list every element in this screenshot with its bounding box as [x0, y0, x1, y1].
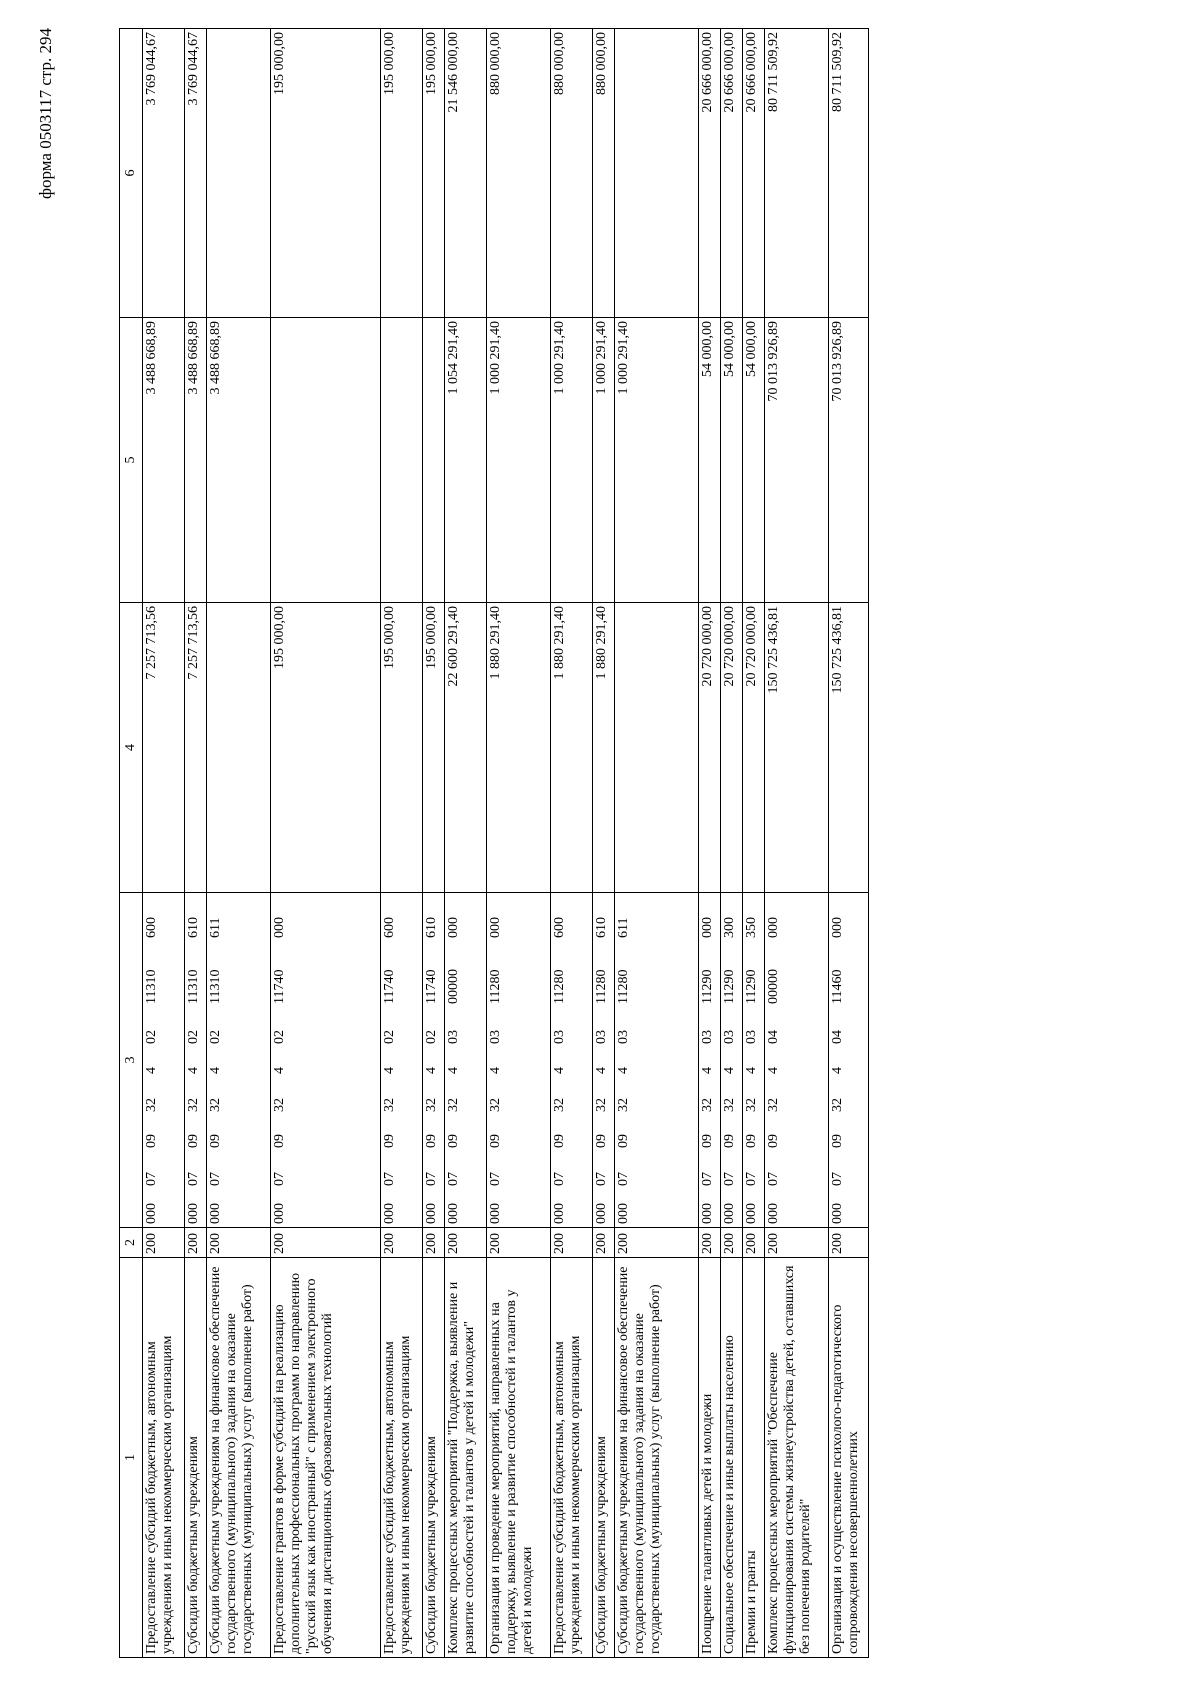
row-name-cell: Поощрение талантливых детей и молодежи [699, 1258, 721, 1658]
code-part: 09 [552, 1134, 567, 1148]
row-name-cell: Премии и гранты [743, 1258, 765, 1658]
code-part: 07 [552, 1172, 567, 1186]
code-part: 611 [616, 917, 631, 938]
budget-classification-code-cell [551, 893, 593, 1228]
line-code-cell: 200 [487, 1228, 551, 1258]
row-name-cell: Социальное обеспечение и иные выплаты населению [721, 1258, 743, 1658]
code-part: 09 [594, 1134, 609, 1148]
table-row [487, 29, 551, 1658]
code-part: 03 [552, 1030, 567, 1044]
table-row [699, 29, 721, 1658]
code-part: 11290 [744, 969, 759, 1004]
code-part: 610 [186, 917, 201, 938]
unexecuted-amount-cell: 880 000,00 [551, 29, 593, 318]
line-code-cell: 200 [271, 1228, 381, 1258]
code-part: 4 [722, 1067, 737, 1074]
code-part: 00000 [446, 969, 461, 1004]
code-part: 4 [272, 1067, 287, 1074]
unexecuted-amount-cell: 3 769 044,67 [143, 29, 185, 318]
code-part: 32 [766, 1098, 781, 1112]
code-part: 09 [186, 1134, 201, 1148]
executed-amount-cell [381, 318, 423, 603]
code-part: 32 [616, 1098, 631, 1112]
code-part: 000 [272, 917, 287, 938]
code-part: 4 [488, 1067, 503, 1074]
code-part: 32 [382, 1098, 397, 1112]
table-row [207, 29, 271, 1658]
table-row [551, 29, 593, 1658]
code-part: 02 [186, 1030, 201, 1044]
executed-amount-cell: 1 000 291,40 [551, 318, 593, 603]
code-part: 07 [446, 1172, 461, 1186]
code-parts [722, 896, 738, 1224]
code-part: 00000 [766, 969, 781, 1004]
code-part: 32 [830, 1098, 845, 1112]
code-part: 000 [830, 1203, 845, 1224]
code-part: 07 [722, 1172, 737, 1186]
table-row [423, 29, 445, 1658]
form-reference: форма 0503117 стр. 294 [36, 28, 55, 199]
code-part: 600 [382, 917, 397, 938]
line-code-cell: 200 [829, 1228, 869, 1258]
header-cell: 2 [120, 1228, 143, 1258]
row-name-cell: Комплекс процессных мероприятий "Поддержка, выявление и развитие способностей и талантов у детей и молодежи" [445, 1258, 487, 1658]
budget-classification-code-cell [765, 893, 829, 1228]
line-code-cell: 200 [423, 1228, 445, 1258]
code-part: 611 [208, 917, 223, 938]
code-part: 11310 [208, 969, 223, 1004]
header-cell: 5 [120, 318, 143, 603]
code-part: 09 [700, 1134, 715, 1148]
code-part: 4 [616, 1067, 631, 1074]
line-code-cell: 200 [699, 1228, 721, 1258]
table-row [143, 29, 185, 1658]
row-name-cell: Предоставление грантов в форме субсидий на реализацию дополнительных профессиональных программ по направлению "русский язык как иностранный" с применением электронного обучения и дистанционных образовательных технологий [271, 1258, 381, 1658]
budget-classification-code-cell [207, 893, 271, 1228]
line-code-cell: 200 [593, 1228, 615, 1258]
code-part: 11740 [272, 969, 287, 1004]
unexecuted-amount-cell: 880 000,00 [487, 29, 551, 318]
approved-amount-cell: 7 257 713,56 [143, 603, 185, 893]
approved-amount-cell: 22 600 291,40 [445, 603, 487, 893]
line-code-cell: 200 [721, 1228, 743, 1258]
row-name-cell: Субсидии бюджетным учреждениям на финансовое обеспечение государственного (муниципального) задания на оказание государственных (муниципальных) услуг (выполнение работ) [615, 1258, 699, 1658]
executed-amount-cell: 54 000,00 [721, 318, 743, 603]
approved-amount-cell [615, 603, 699, 893]
table-row [593, 29, 615, 1658]
line-code-cell: 200 [185, 1228, 207, 1258]
code-part: 000 [830, 917, 845, 938]
code-part: 600 [144, 917, 159, 938]
code-part: 11740 [424, 969, 439, 1004]
line-code-cell: 200 [445, 1228, 487, 1258]
executed-amount-cell: 70 013 926,89 [829, 318, 869, 603]
code-part: 4 [446, 1067, 461, 1074]
table-row [829, 29, 869, 1658]
code-part: 03 [616, 1030, 631, 1044]
table-row [445, 29, 487, 1658]
code-part: 000 [552, 1203, 567, 1224]
code-part: 03 [594, 1030, 609, 1044]
table-row [615, 29, 699, 1658]
unexecuted-amount-cell: 195 000,00 [423, 29, 445, 318]
code-part: 03 [446, 1030, 461, 1044]
budget-classification-code-cell [699, 893, 721, 1228]
code-part: 09 [424, 1134, 439, 1148]
code-part: 02 [272, 1030, 287, 1044]
code-parts [186, 896, 202, 1224]
table-row [765, 29, 829, 1658]
unexecuted-amount-cell: 20 666 000,00 [721, 29, 743, 318]
code-part: 07 [382, 1172, 397, 1186]
code-part: 4 [208, 1067, 223, 1074]
code-part: 350 [744, 917, 759, 938]
code-part: 4 [744, 1067, 759, 1074]
header-cell: 1 [120, 1258, 143, 1658]
code-part: 07 [272, 1172, 287, 1186]
code-part: 4 [382, 1067, 397, 1074]
code-part: 32 [446, 1098, 461, 1112]
code-part: 600 [552, 917, 567, 938]
executed-amount-cell [271, 318, 381, 603]
line-code-cell: 200 [615, 1228, 699, 1258]
executed-amount-cell: 3 488 668,89 [143, 318, 185, 603]
code-part: 000 [446, 1203, 461, 1224]
code-part: 4 [424, 1067, 439, 1074]
code-part: 07 [208, 1172, 223, 1186]
code-part: 610 [424, 917, 439, 938]
code-part: 32 [186, 1098, 201, 1112]
code-part: 07 [488, 1172, 503, 1186]
code-part: 4 [700, 1067, 715, 1074]
code-part: 02 [208, 1030, 223, 1044]
budget-classification-code-cell [143, 893, 185, 1228]
code-part: 07 [830, 1172, 845, 1186]
code-part: 000 [594, 1203, 609, 1224]
executed-amount-cell: 3 488 668,89 [207, 318, 271, 603]
code-part: 11290 [700, 969, 715, 1004]
budget-classification-code-cell [829, 893, 869, 1228]
code-part: 000 [272, 1203, 287, 1224]
code-parts [144, 896, 160, 1224]
unexecuted-amount-cell [615, 29, 699, 318]
unexecuted-amount-cell: 195 000,00 [381, 29, 423, 318]
budget-expenditure-table [119, 28, 869, 1658]
approved-amount-cell: 20 720 000,00 [743, 603, 765, 893]
code-part: 07 [144, 1172, 159, 1186]
budget-classification-code-cell [185, 893, 207, 1228]
code-part: 02 [144, 1030, 159, 1044]
unexecuted-amount-cell: 880 000,00 [593, 29, 615, 318]
line-code-cell: 200 [381, 1228, 423, 1258]
code-part: 32 [552, 1098, 567, 1112]
row-name-cell: Предоставление субсидий бюджетным, автономным учреждениям и иным некоммерческим организациям [381, 1258, 423, 1658]
code-part: 09 [722, 1134, 737, 1148]
code-part: 02 [424, 1030, 439, 1044]
code-part: 11310 [186, 969, 201, 1004]
code-part: 07 [616, 1172, 631, 1186]
code-parts [830, 896, 846, 1224]
row-name-cell: Организация и проведение мероприятий, направленных на поддержку, выявление и развитие способностей и талантов у детей и молодежи [487, 1258, 551, 1658]
budget-classification-code-cell [487, 893, 551, 1228]
code-part: 000 [766, 917, 781, 938]
executed-amount-cell: 3 488 668,89 [185, 318, 207, 603]
row-name-cell: Субсидии бюджетным учреждениям [185, 1258, 207, 1658]
unexecuted-amount-cell: 21 546 000,00 [445, 29, 487, 318]
code-parts [766, 896, 782, 1224]
code-part: 000 [766, 1203, 781, 1224]
executed-amount-cell: 1 054 291,40 [445, 318, 487, 603]
code-part: 32 [722, 1098, 737, 1112]
code-parts [446, 896, 462, 1224]
budget-classification-code-cell [271, 893, 381, 1228]
budget-classification-code-cell [445, 893, 487, 1228]
code-part: 07 [424, 1172, 439, 1186]
code-part: 000 [744, 1203, 759, 1224]
code-part: 000 [488, 917, 503, 938]
code-part: 04 [830, 1030, 845, 1044]
executed-amount-cell [423, 318, 445, 603]
approved-amount-cell: 195 000,00 [271, 603, 381, 893]
code-part: 03 [722, 1030, 737, 1044]
row-name-cell: Предоставление субсидий бюджетным, автономным учреждениям и иным некоммерческим организациям [143, 1258, 185, 1658]
code-part: 32 [744, 1098, 759, 1112]
code-part: 32 [272, 1098, 287, 1112]
code-part: 610 [594, 917, 609, 938]
code-parts [616, 896, 632, 1224]
code-part: 000 [382, 1203, 397, 1224]
line-code-cell: 200 [143, 1228, 185, 1258]
code-part: 000 [186, 1203, 201, 1224]
approved-amount-cell: 150 725 436,81 [829, 603, 869, 893]
approved-amount-cell: 1 880 291,40 [593, 603, 615, 893]
code-part: 000 [700, 917, 715, 938]
executed-amount-cell: 54 000,00 [699, 318, 721, 603]
code-part: 09 [766, 1134, 781, 1148]
code-parts [424, 896, 440, 1224]
row-name-cell: Предоставление субсидий бюджетным, автономным учреждениям и иным некоммерческим организациям [551, 1258, 593, 1658]
code-part: 4 [766, 1067, 781, 1074]
table-row [721, 29, 743, 1658]
code-part: 09 [272, 1134, 287, 1148]
unexecuted-amount-cell: 3 769 044,67 [185, 29, 207, 318]
code-part: 07 [594, 1172, 609, 1186]
executed-amount-cell: 1 000 291,40 [593, 318, 615, 603]
code-part: 02 [382, 1030, 397, 1044]
approved-amount-cell: 150 725 436,81 [765, 603, 829, 893]
table-row [185, 29, 207, 1658]
approved-amount-cell [207, 603, 271, 893]
budget-classification-code-cell [381, 893, 423, 1228]
code-parts [488, 896, 504, 1224]
code-part: 000 [208, 1203, 223, 1224]
line-code-cell: 200 [743, 1228, 765, 1258]
unexecuted-amount-cell: 195 000,00 [271, 29, 381, 318]
code-part: 32 [594, 1098, 609, 1112]
row-name-cell: Субсидии бюджетным учреждениям на финансовое обеспечение государственного (муниципального) задания на оказание государственных (муниципальных) услуг (выполнение работ) [207, 1258, 271, 1658]
code-part: 32 [700, 1098, 715, 1112]
code-part: 4 [594, 1067, 609, 1074]
table-row [271, 29, 381, 1658]
unexecuted-amount-cell: 80 711 509,92 [765, 29, 829, 318]
code-part: 11460 [830, 969, 845, 1004]
code-part: 09 [382, 1134, 397, 1148]
header-cell: 3 [120, 893, 143, 1228]
budget-classification-code-cell [615, 893, 699, 1228]
code-part: 32 [144, 1098, 159, 1112]
code-part: 09 [144, 1134, 159, 1148]
row-name-cell: Субсидии бюджетным учреждениям [423, 1258, 445, 1658]
table-row [381, 29, 423, 1658]
code-part: 09 [744, 1134, 759, 1148]
executed-amount-cell: 1 000 291,40 [615, 318, 699, 603]
header-cell: 6 [120, 29, 143, 318]
row-name-cell: Организация и осуществление психолого-педагогического сопровождения несовершеннолетних [829, 1258, 869, 1658]
budget-classification-code-cell [721, 893, 743, 1228]
code-part: 09 [616, 1134, 631, 1148]
line-code-cell: 200 [207, 1228, 271, 1258]
row-name-cell: Субсидии бюджетным учреждениям [593, 1258, 615, 1658]
code-part: 03 [700, 1030, 715, 1044]
code-part: 000 [616, 1203, 631, 1224]
code-part: 11740 [382, 969, 397, 1004]
approved-amount-cell: 195 000,00 [381, 603, 423, 893]
line-code-cell: 200 [551, 1228, 593, 1258]
code-part: 32 [488, 1098, 503, 1112]
budget-classification-code-cell [743, 893, 765, 1228]
code-part: 09 [208, 1134, 223, 1148]
code-part: 04 [766, 1030, 781, 1044]
row-name-cell: Комплекс процессных мероприятий "Обеспечение функционирования системы жизнеустройства детей, оставшихся без попечения родителей" [765, 1258, 829, 1658]
approved-amount-cell: 1 880 291,40 [487, 603, 551, 893]
code-part: 4 [186, 1067, 201, 1074]
code-parts [552, 896, 568, 1224]
code-part: 09 [830, 1134, 845, 1148]
approved-amount-cell: 20 720 000,00 [699, 603, 721, 893]
code-part: 11280 [552, 969, 567, 1004]
code-part: 4 [830, 1067, 845, 1074]
header-cell: 4 [120, 603, 143, 893]
approved-amount-cell: 1 880 291,40 [551, 603, 593, 893]
code-part: 11310 [144, 969, 159, 1004]
code-part: 11280 [594, 969, 609, 1004]
code-part: 11280 [616, 969, 631, 1004]
table-row [743, 29, 765, 1658]
executed-amount-cell: 1 000 291,40 [487, 318, 551, 603]
code-part: 09 [488, 1134, 503, 1148]
approved-amount-cell: 195 000,00 [423, 603, 445, 893]
code-part: 09 [446, 1134, 461, 1148]
code-part: 11290 [722, 969, 737, 1004]
code-part: 000 [700, 1203, 715, 1224]
code-part: 03 [488, 1030, 503, 1044]
budget-classification-code-cell [593, 893, 615, 1228]
code-part: 07 [766, 1172, 781, 1186]
approved-amount-cell: 7 257 713,56 [185, 603, 207, 893]
executed-amount-cell: 54 000,00 [743, 318, 765, 603]
header-row [120, 29, 143, 1658]
code-part: 32 [208, 1098, 223, 1112]
code-part: 000 [446, 917, 461, 938]
code-part: 000 [424, 1203, 439, 1224]
code-part: 03 [744, 1030, 759, 1044]
code-part: 4 [144, 1067, 159, 1074]
unexecuted-amount-cell: 20 666 000,00 [743, 29, 765, 318]
unexecuted-amount-cell [207, 29, 271, 318]
executed-amount-cell: 70 013 926,89 [765, 318, 829, 603]
code-part: 4 [552, 1067, 567, 1074]
code-part: 07 [186, 1172, 201, 1186]
code-parts [208, 896, 224, 1224]
unexecuted-amount-cell: 80 711 509,92 [829, 29, 869, 318]
code-parts [382, 896, 398, 1224]
code-parts [700, 896, 716, 1224]
code-part: 07 [744, 1172, 759, 1186]
code-part: 32 [424, 1098, 439, 1112]
code-part: 000 [722, 1203, 737, 1224]
budget-classification-code-cell [423, 893, 445, 1228]
code-part: 11280 [488, 969, 503, 1004]
line-code-cell: 200 [765, 1228, 829, 1258]
approved-amount-cell: 20 720 000,00 [721, 603, 743, 893]
code-part: 000 [144, 1203, 159, 1224]
unexecuted-amount-cell: 20 666 000,00 [699, 29, 721, 318]
code-parts [272, 896, 288, 1224]
code-part: 300 [722, 917, 737, 938]
code-part: 07 [700, 1172, 715, 1186]
code-parts [744, 896, 760, 1224]
code-part: 000 [488, 1203, 503, 1224]
code-parts [594, 896, 610, 1224]
